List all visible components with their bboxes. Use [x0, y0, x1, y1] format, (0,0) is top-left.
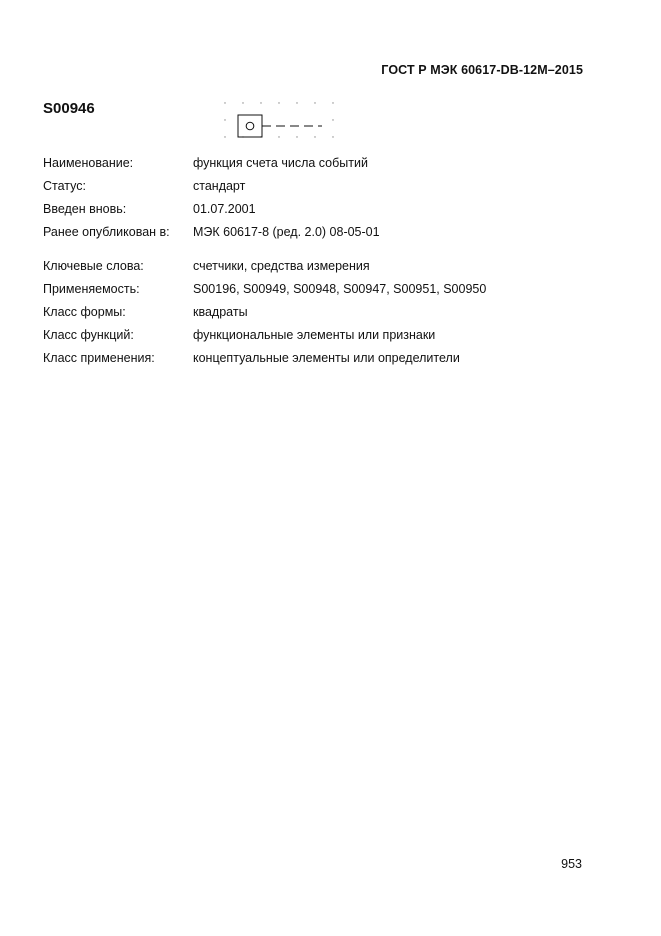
property-row — [43, 350, 486, 373]
property-label: Применяемость: — [43, 282, 140, 296]
property-value: счетчики, средства измерения — [193, 259, 370, 273]
property-value: квадраты — [193, 305, 248, 319]
property-label: Класс функций: — [43, 328, 134, 342]
group-spacer — [43, 247, 486, 258]
property-value: концептуальные элементы или определители — [193, 351, 460, 365]
symbol-code: S00946 — [43, 100, 95, 117]
property-label: Класс формы: — [43, 305, 126, 319]
property-label: Ключевые слова: — [43, 259, 144, 273]
property-row — [43, 224, 486, 247]
property-value: S00196, S00949, S00948, S00947, S00951, S00950 — [193, 282, 487, 296]
properties-list — [43, 155, 486, 373]
property-row — [43, 178, 486, 201]
property-value: функция счета числа событий — [193, 156, 368, 170]
page-number: 953 — [561, 857, 582, 871]
property-label: Наименование: — [43, 156, 134, 170]
property-row — [43, 327, 486, 350]
property-label: Ранее опубликован в: — [43, 225, 170, 239]
property-label: Статус: — [43, 179, 86, 193]
property-value: 01.07.2001 — [193, 202, 256, 216]
property-label: Класс применения: — [43, 351, 155, 365]
property-row — [43, 155, 486, 178]
property-row — [43, 201, 486, 224]
property-label: Введен вновь: — [43, 202, 127, 216]
property-value: функциональные элементы или признаки — [193, 328, 436, 342]
property-row — [43, 281, 486, 304]
property-row — [43, 304, 486, 327]
property-value: стандарт — [193, 179, 246, 193]
property-value: МЭК 60617-8 (ред. 2.0) 08-05-01 — [193, 225, 380, 239]
document-header: ГОСТ Р МЭК 60617-DB-12M–2015 — [381, 63, 583, 77]
counting-function-symbol-icon — [220, 98, 340, 142]
property-row — [43, 258, 486, 281]
